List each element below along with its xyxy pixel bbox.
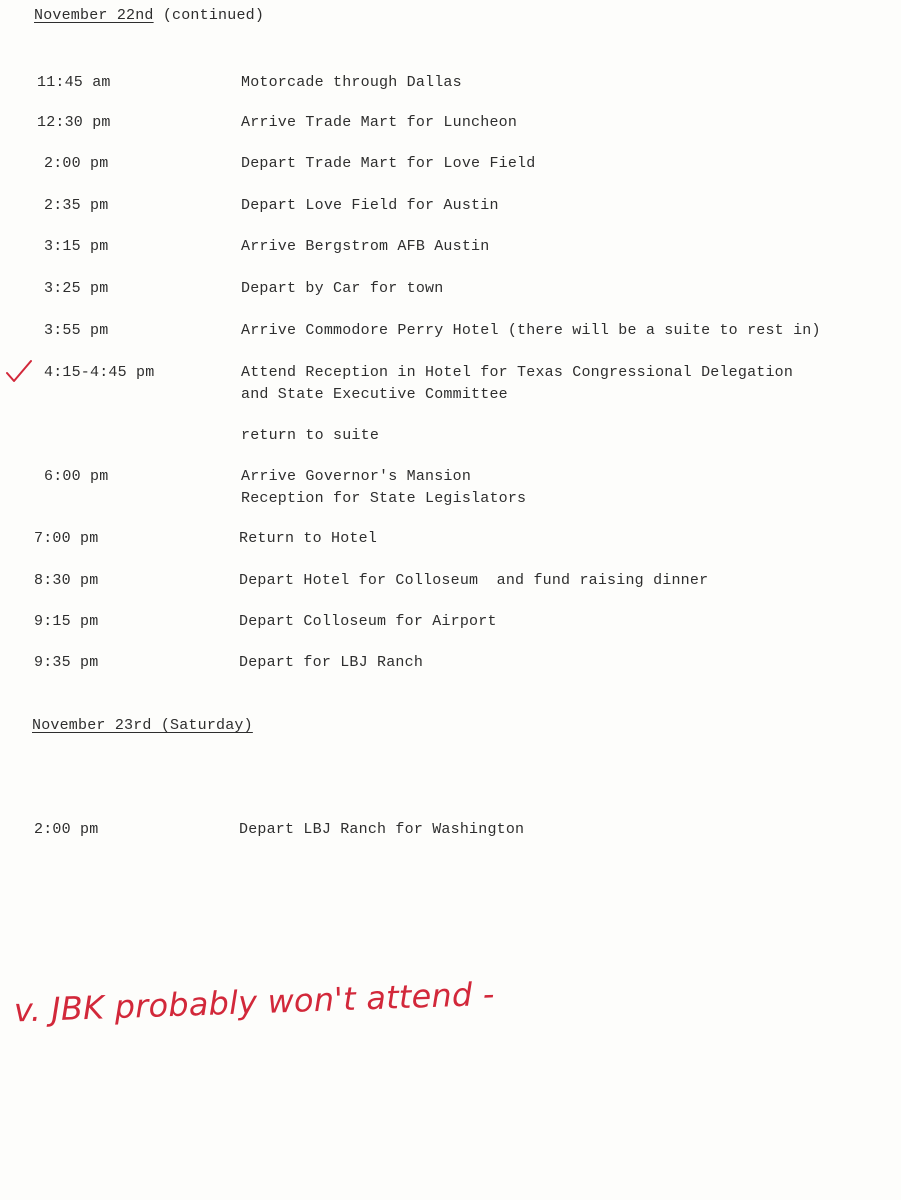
handwritten-note-text: v. JBK probably won't attend - bbox=[13, 974, 496, 1030]
schedule-time: 9:15 pm bbox=[34, 613, 99, 630]
schedule-time: 12:30 pm bbox=[37, 114, 111, 131]
schedule-time: 4:15-4:45 pm bbox=[44, 364, 155, 381]
schedule-time: 8:30 pm bbox=[34, 572, 99, 589]
schedule-time: 6:00 pm bbox=[44, 468, 109, 485]
schedule-event: Arrive Commodore Perry Hotel (there will be a suite to rest in) bbox=[241, 322, 821, 339]
date-heading: November 22nd bbox=[34, 7, 154, 24]
section-heading bbox=[32, 717, 253, 734]
schedule-event: Depart Love Field for Austin bbox=[241, 197, 499, 214]
schedule-event: Depart by Car for town bbox=[241, 280, 444, 297]
schedule-time: 3:25 pm bbox=[44, 280, 109, 297]
date-heading-nov23: November 23rd (Saturday) bbox=[32, 717, 253, 734]
schedule-time: 9:35 pm bbox=[34, 654, 99, 671]
schedule-time: 11:45 am bbox=[37, 74, 111, 91]
schedule-event: Depart LBJ Ranch for Washington bbox=[239, 821, 525, 838]
schedule-time: 7:00 pm bbox=[34, 530, 99, 547]
continued-label: (continued) bbox=[153, 7, 265, 24]
schedule-event: return to suite bbox=[241, 427, 380, 444]
schedule-time: 3:55 pm bbox=[44, 322, 109, 339]
check-mark-icon bbox=[4, 358, 34, 384]
schedule-event: Arrive Trade Mart for Luncheon bbox=[241, 114, 518, 131]
schedule-event: Depart for LBJ Ranch bbox=[239, 654, 424, 671]
schedule-event: Depart Colloseum for Airport bbox=[239, 613, 497, 630]
schedule-event: Depart Hotel for Colloseum and fund raising dinner bbox=[239, 572, 709, 589]
schedule-event: Return to Hotel bbox=[239, 530, 378, 547]
schedule-time: 2:00 pm bbox=[34, 821, 99, 838]
schedule-time: 3:15 pm bbox=[44, 238, 109, 255]
page-heading bbox=[34, 7, 264, 24]
schedule-event: Arrive Governor's Mansion Reception for State Legislators bbox=[241, 468, 527, 507]
handwritten-note bbox=[8, 960, 568, 1050]
schedule-event: Motorcade through Dallas bbox=[241, 74, 462, 91]
schedule-time: 2:35 pm bbox=[44, 197, 109, 214]
schedule-event: Arrive Bergstrom AFB Austin bbox=[241, 238, 490, 255]
schedule-event: Depart Trade Mart for Love Field bbox=[241, 155, 536, 172]
schedule-event: Attend Reception in Hotel for Texas Congressional Delegation and State Executive Committee bbox=[241, 364, 794, 403]
schedule-time: 2:00 pm bbox=[44, 155, 109, 172]
